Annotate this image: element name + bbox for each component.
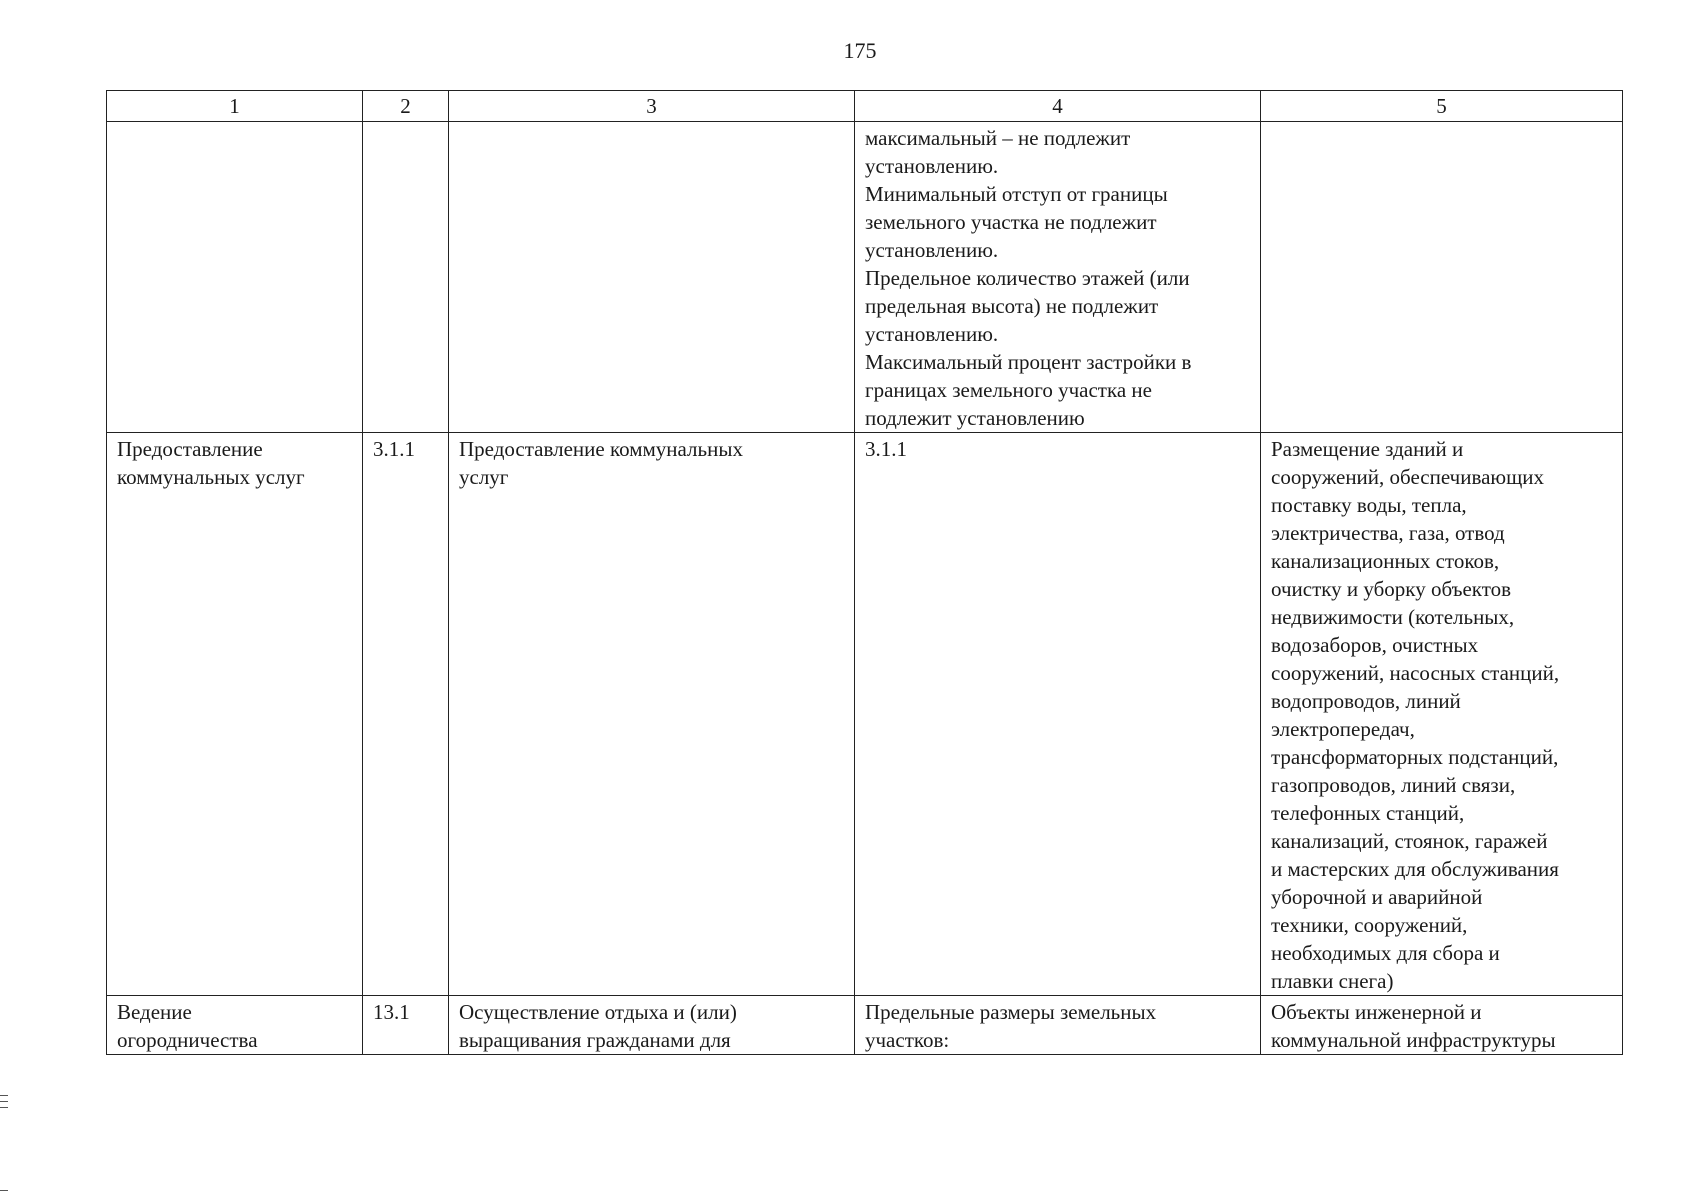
cell-text-line: поставку воды, тепла, bbox=[1271, 493, 1467, 517]
column-header: 3 bbox=[449, 91, 855, 122]
cell-text-line: Максимальный процент застройки в bbox=[865, 350, 1192, 374]
cell-text-line: трансформаторных подстанций, bbox=[1271, 745, 1559, 769]
cell-text-line: канализаций, стоянок, гаражей bbox=[1271, 829, 1548, 853]
cell-text-line: канализационных стоков, bbox=[1271, 549, 1500, 573]
cell-text-line: Осуществление отдыха и (или) bbox=[459, 1000, 737, 1024]
cell-text-line: услуг bbox=[459, 465, 509, 489]
page-number: 175 bbox=[843, 38, 877, 63]
cell-text-line: участков: bbox=[865, 1028, 950, 1052]
cell-text-line: коммунальных услуг bbox=[117, 465, 305, 489]
table-cell bbox=[855, 122, 1261, 433]
cell-text-line: сооружений, обеспечивающих bbox=[1271, 465, 1544, 489]
table-cell bbox=[107, 122, 363, 433]
table-row bbox=[107, 996, 1623, 1055]
cell-text-line: земельного участка не подлежит bbox=[865, 210, 1157, 234]
table-cell bbox=[449, 433, 855, 996]
cell-text-line: выращивания гражданами для bbox=[459, 1028, 731, 1052]
table-cell bbox=[107, 996, 363, 1055]
cell-text-line: необходимых для сбора и bbox=[1271, 941, 1500, 965]
regulations-table bbox=[106, 90, 1623, 1055]
cell-text-line: предельная высота) не подлежит bbox=[865, 294, 1159, 318]
cell-text-line: и мастерских для обслуживания bbox=[1271, 857, 1559, 881]
table-cell bbox=[1261, 433, 1623, 996]
scan-edge-mark bbox=[0, 1107, 8, 1108]
cell-text-line: Предельные размеры земельных bbox=[865, 1000, 1157, 1024]
column-header: 5 bbox=[1261, 91, 1623, 122]
scan-edge-mark bbox=[0, 1190, 8, 1191]
cell-text-line: электропередач, bbox=[1271, 717, 1415, 741]
cell-text-line: установлению. bbox=[865, 238, 999, 262]
cell-text-line: установлению. bbox=[865, 322, 999, 346]
cell-text-line: Предоставление bbox=[117, 437, 263, 461]
cell-text-line: водопроводов, линий bbox=[1271, 689, 1461, 713]
cell-text-line: техники, сооружений, bbox=[1271, 913, 1468, 937]
cell-text-line: Минимальный отступ от границы bbox=[865, 182, 1168, 206]
cell-text-line: огородничества bbox=[117, 1028, 258, 1052]
cell-text-line: установлению. bbox=[865, 154, 999, 178]
cell-text-line: Объекты инженерной и bbox=[1271, 1000, 1482, 1024]
cell-text-line: газопроводов, линий связи, bbox=[1271, 773, 1516, 797]
table-cell bbox=[1261, 996, 1623, 1055]
cell-text-line: границах земельного участка не bbox=[865, 378, 1152, 402]
column-header: 1 bbox=[107, 91, 363, 122]
scan-edge-mark bbox=[0, 1095, 8, 1096]
table-header-row bbox=[107, 91, 1623, 122]
column-header: 2 bbox=[363, 91, 449, 122]
cell-text-line: очистку и уборку объектов bbox=[1271, 577, 1512, 601]
table-row bbox=[107, 433, 1623, 996]
cell-text-line: водозаборов, очистных bbox=[1271, 633, 1479, 657]
table-cell bbox=[855, 433, 1261, 996]
cell-text-line: телефонных станций, bbox=[1271, 801, 1465, 825]
table-cell bbox=[449, 996, 855, 1055]
cell-text-line: подлежит установлению bbox=[865, 406, 1085, 430]
scan-edge-mark bbox=[0, 1101, 8, 1102]
cell-text-line: уборочной и аварийной bbox=[1271, 885, 1483, 909]
cell-text-line: 3.1.1 bbox=[865, 437, 907, 461]
table-cell: 3.1.1 bbox=[363, 433, 449, 996]
cell-text-line: электричества, газа, отвод bbox=[1271, 521, 1505, 545]
table-cell bbox=[363, 122, 449, 433]
cell-text-line: Ведение bbox=[117, 1000, 192, 1024]
cell-text-line: Размещение зданий и bbox=[1271, 437, 1464, 461]
cell-text-line: коммунальной инфраструктуры bbox=[1271, 1028, 1556, 1052]
cell-text-line: недвижимости (котельных, bbox=[1271, 605, 1515, 629]
cell-text-line: Предельное количество этажей (или bbox=[865, 266, 1190, 290]
table-cell bbox=[449, 122, 855, 433]
table-cell: 13.1 bbox=[363, 996, 449, 1055]
column-header: 4 bbox=[855, 91, 1261, 122]
table-cell bbox=[1261, 122, 1623, 433]
cell-text-line: максимальный – не подлежит bbox=[865, 126, 1131, 150]
cell-text-line: сооружений, насосных станций, bbox=[1271, 661, 1560, 685]
cell-text-line: Предоставление коммунальных bbox=[459, 437, 743, 461]
table-cell bbox=[107, 433, 363, 996]
table-cell bbox=[855, 996, 1261, 1055]
cell-text-line: плавки снега) bbox=[1271, 969, 1394, 993]
table-row bbox=[107, 122, 1623, 433]
